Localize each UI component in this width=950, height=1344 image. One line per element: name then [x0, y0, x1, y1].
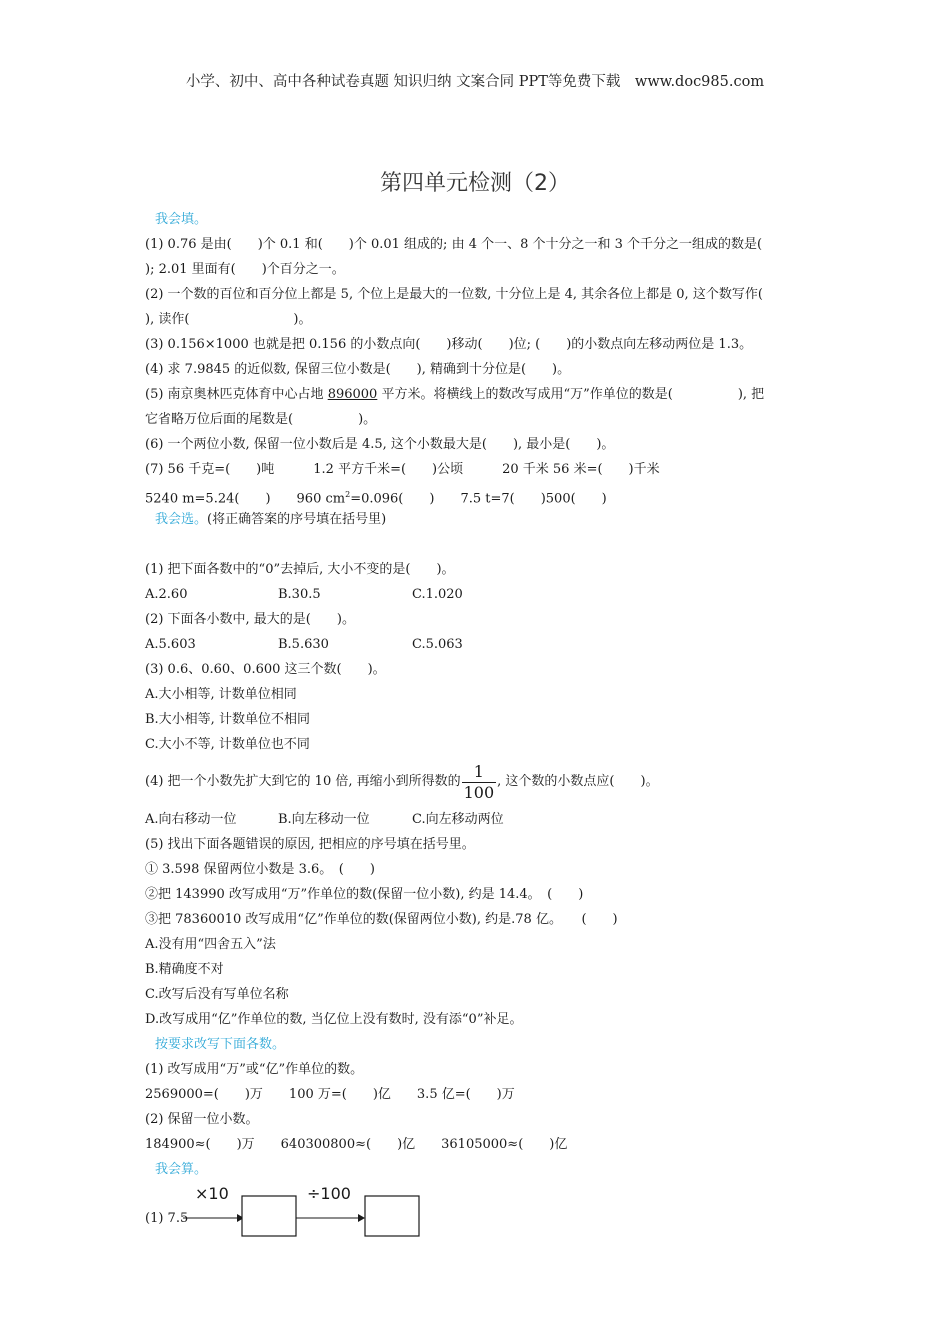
choose-q4 [145, 757, 810, 807]
choose-q3-option-b: B.大小相等, 计数单位不相同 [145, 712, 310, 727]
worksheet [145, 207, 810, 1242]
fill-q1-line1: (1) 0.76 是由( )个 0.1 和( )个 0.01 组成的; 由 4 个一、8 个十分之一和 3 个千分之一组成的数是( [145, 237, 763, 252]
section-choose-title: 我会选。 [155, 512, 208, 527]
choose-q4-post: , 这个数的小数点应( )。 [497, 774, 659, 789]
fill-q5-line1 [145, 382, 810, 407]
fill-q1-line2: ); 2.01 里面有( )个百分之一。 [145, 262, 345, 277]
option-b: B.30.5 [278, 587, 321, 602]
option-a: A.5.603 [145, 637, 196, 652]
fill-q5-post: 平方米。将横线上的数改写成用“万”作单位的数是( ), 把 [377, 387, 765, 402]
fill-q7-part1: 5240 m=5.24( ) 960 cm [145, 491, 346, 507]
rewrite-q2: (2) 保留一位小数。 [145, 1112, 259, 1127]
fill-q3: (3) 0.156×1000 也就是把 0.156 的小数点向( )移动( )位; ( )的小数点向左移动两位是 1.3。 [145, 337, 753, 352]
choose-q5-item2: ②把 143990 改写成用“万”作单位的数(保留一位小数), 约是 14.4。 ( ) [145, 887, 584, 902]
choose-q1-options [145, 582, 810, 607]
fill-q2-line2: ), 读作( )。 [145, 312, 312, 327]
rewrite-q2-items: 184900≈( )万 640300800≈( )亿 36105000≈( )亿 [145, 1137, 568, 1152]
choose-q3-option-c: C.大小不等, 计数单位也不同 [145, 737, 310, 752]
rewrite-q1: (1) 改写成用“万”或“亿”作单位的数。 [145, 1062, 364, 1077]
choose-q4-options [145, 807, 810, 832]
calc-diagram [145, 1182, 445, 1242]
spacer [145, 532, 810, 557]
option-b: B.5.630 [278, 637, 329, 652]
rewrite-q1-items: 2569000=( )万 100 万=( )亿 3.5 亿=( )万 [145, 1087, 515, 1102]
fill-q2-line1: (2) 一个数的百位和百分位上都是 5, 个位上是最大的一位数, 十分位上是 4, 其余各位上都是 0, 这个数写作( [145, 287, 763, 302]
fill-q7-part2: =0.096( ) 7.5 t=7( )500( ) [350, 491, 607, 507]
section-calc-heading: 我会算。 [155, 1162, 208, 1177]
calc-flow [145, 1182, 810, 1242]
fill-q4: (4) 求 7.9845 的近似数, 保留三位小数是( ), 精确到十分位是( )。 [145, 362, 571, 377]
fraction-numerator: 1 [473, 761, 484, 781]
choose-q5-reason-a: A.没有用“四舍五入”法 [145, 937, 276, 952]
fill-q7-line1: (7) 56 千克=( )吨 1.2 平方千米=( )公顷 20 千米 56 米=( )千米 [145, 462, 660, 477]
fill-q5-underlined-number: 896000 [327, 387, 378, 402]
section-choose-heading [145, 507, 810, 532]
choose-q4-pre: (4) 把一个小数先扩大到它的 10 倍, 再缩小到所得数的 [145, 774, 461, 789]
fill-q5-line2: 它省略万位后面的尾数是( )。 [145, 412, 377, 427]
choose-q5-reason-d: D.改写成用“亿”作单位的数, 当亿位上没有数时, 没有添“0”补足。 [145, 1012, 523, 1027]
choose-q3: (3) 0.6、0.60、0.600 这三个数( )。 [145, 662, 386, 677]
choose-q5-reason-b: B.精确度不对 [145, 962, 224, 977]
section-rewrite-heading: 按要求改写下面各数。 [155, 1037, 286, 1052]
site-header: 小学、初中、高中各种试卷真题 知识归纳 文案合同 PPT等免费下载 www.doc985.com [185, 74, 765, 90]
calc-arrowhead-2 [358, 1214, 365, 1222]
calc-box-1 [242, 1196, 296, 1236]
choose-q5-item1: ① 3.598 保留两位小数是 3.6。 ( ) [145, 862, 375, 877]
choose-q1: (1) 把下面各数中的“0”去掉后, 大小不变的是( )。 [145, 562, 455, 577]
fill-q5-pre: (5) 南京奥林匹克体育中心占地 [145, 387, 328, 402]
section-choose-note: (将正确答案的序号填在括号里) [207, 512, 387, 527]
option-c: C.1.020 [412, 587, 463, 602]
choose-q5-item3: ③把 78360010 改写成用“亿”作单位的数(保留两位小数), 约是.78 亿。 ( ) [145, 912, 618, 927]
calc-box-2 [365, 1196, 419, 1236]
fill-q7-line2 [145, 482, 810, 507]
choose-q2: (2) 下面各小数中, 最大的是( )。 [145, 612, 355, 627]
option-a: A.2.60 [145, 587, 188, 602]
fill-q6: (6) 一个两位小数, 保留一位小数后是 4.5, 这个小数最大是( ), 最小是( )。 [145, 437, 615, 452]
calc-op-multiply: ×10 [195, 1184, 229, 1203]
page-title: 第四单元检测（2） [380, 171, 570, 196]
calc-start-label: (1) 7.5 [145, 1211, 189, 1226]
fill-q7-superscript: 2 [345, 490, 351, 499]
choose-q5: (5) 找出下面各题错误的原因, 把相应的序号填在括号里。 [145, 837, 475, 852]
fraction-denominator: 100 [463, 782, 495, 802]
option-a: A.向右移动一位 [145, 812, 237, 827]
calc-op-divide: ÷100 [307, 1184, 351, 1203]
fraction [462, 762, 497, 803]
choose-q3-option-a: A.大小相等, 计数单位相同 [145, 687, 297, 702]
option-b: B.向左移动一位 [278, 812, 370, 827]
option-c: C.向左移动两位 [412, 812, 504, 827]
option-c: C.5.063 [412, 637, 463, 652]
section-fill-heading: 我会填。 [155, 212, 208, 227]
choose-q2-options [145, 632, 810, 657]
choose-q5-reason-c: C.改写后没有写单位名称 [145, 987, 289, 1002]
